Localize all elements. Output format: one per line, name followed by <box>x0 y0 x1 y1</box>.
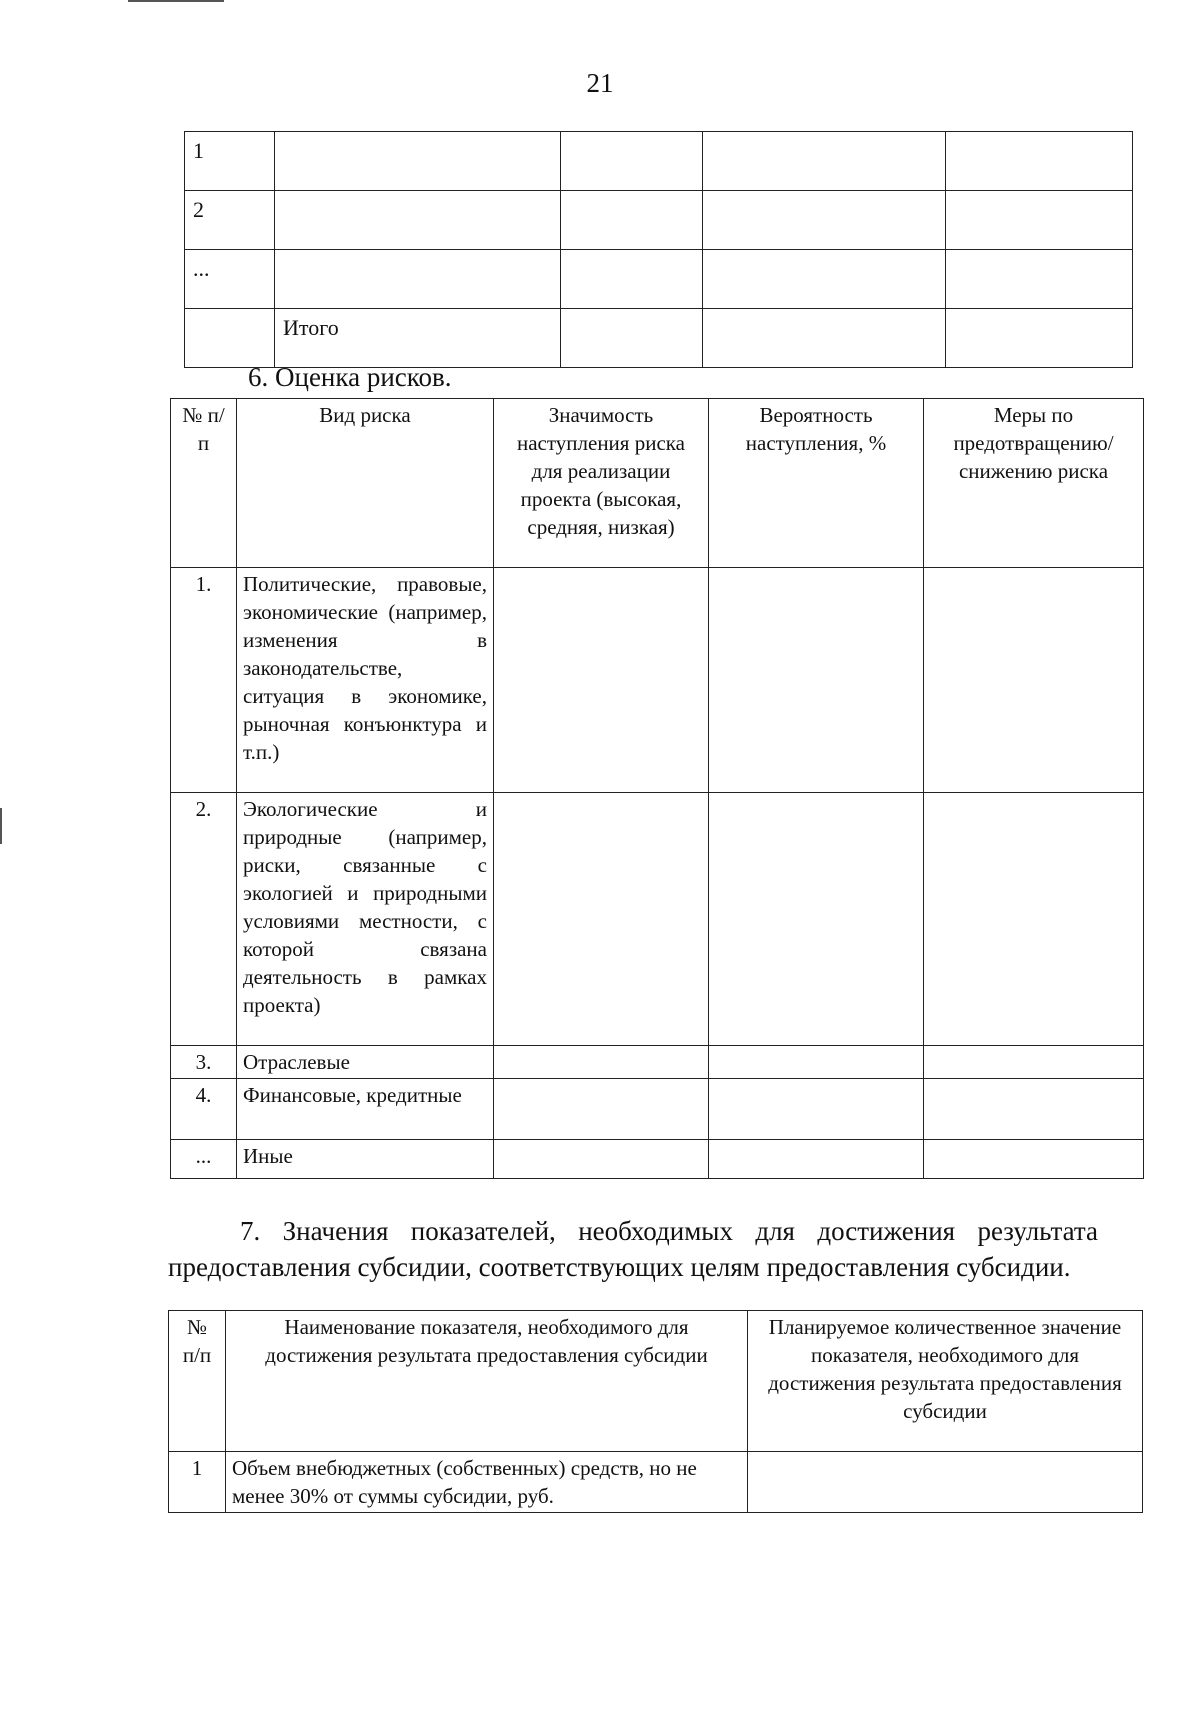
table-row <box>171 1140 1144 1179</box>
cell-num: 1. <box>171 568 237 793</box>
cell <box>709 1140 924 1179</box>
table-row <box>185 191 1133 250</box>
cell <box>924 568 1144 793</box>
cell-name <box>275 132 561 191</box>
table-row <box>171 1046 1144 1079</box>
cell <box>494 1140 709 1179</box>
cell-num: 4. <box>171 1079 237 1140</box>
cell-num: 3. <box>171 1046 237 1079</box>
cell-num: 1 <box>169 1452 226 1513</box>
cell <box>561 250 703 309</box>
header-measures: Меры по предотвращению/ снижению риска <box>924 399 1144 568</box>
cell <box>709 1046 924 1079</box>
cell <box>946 191 1133 250</box>
cell <box>494 793 709 1046</box>
table-row <box>185 250 1133 309</box>
header-name: Наименование показателя, необходимого для достижения результата предоставления субсидии <box>226 1311 748 1452</box>
cell <box>946 250 1133 309</box>
cell <box>924 793 1144 1046</box>
cell <box>561 132 703 191</box>
cell-num: 2. <box>171 793 237 1046</box>
header-planned: Планируемое количественное значение показателя, необходимого для достижения результата предоставления субсидии <box>748 1311 1143 1452</box>
section-7-heading: 7. Значения показателей, необходимых для достижения результата предоставления субсидии, соответствующих целям предоставления субсидии. <box>168 1216 1098 1282</box>
header-significance: Значимость наступления риска для реализации проекта (высокая, средняя, низкая) <box>494 399 709 568</box>
continuation-table <box>184 131 1133 368</box>
cell <box>924 1046 1144 1079</box>
cell-num: 2 <box>185 191 275 250</box>
cell-kind: Иные <box>237 1140 494 1179</box>
cell-name: Объем внебюджетных (собственных) средств, но не менее 30% от суммы субсидии, руб. <box>226 1452 748 1513</box>
table-row <box>169 1452 1143 1513</box>
cell-planned <box>748 1452 1143 1513</box>
page-number: 21 <box>586 68 614 98</box>
cell-name: Итого <box>275 309 561 368</box>
cell <box>709 1079 924 1140</box>
header-probability: Вероятность наступления, % <box>709 399 924 568</box>
table-row-total <box>185 309 1133 368</box>
cell-num: 1 <box>185 132 275 191</box>
cell <box>561 309 703 368</box>
scan-mark-left <box>0 808 2 844</box>
cell <box>924 1140 1144 1179</box>
cell-kind: Экологические и природные (например, риски, связанные с экологией и природными условиями местности, с которой связана деятельность в рамках проекта) <box>237 793 494 1046</box>
header-kind: Вид риска <box>237 399 494 568</box>
table-header-row <box>171 399 1144 568</box>
scan-mark-top <box>128 0 224 2</box>
section-6-heading: 6. Оценка рисков. <box>248 362 452 392</box>
cell <box>924 1079 1144 1140</box>
indicator-table <box>168 1310 1143 1513</box>
header-num: № п/п <box>171 399 237 568</box>
cell <box>946 132 1133 191</box>
header-num: № п/п <box>169 1311 226 1452</box>
cell-name <box>275 250 561 309</box>
table-row <box>171 1079 1144 1140</box>
cell-name <box>275 191 561 250</box>
cell <box>703 191 946 250</box>
table-row <box>171 793 1144 1046</box>
table-row <box>185 132 1133 191</box>
cell-num: ... <box>171 1140 237 1179</box>
cell <box>703 250 946 309</box>
cell-num: ... <box>185 250 275 309</box>
cell <box>703 132 946 191</box>
cell <box>946 309 1133 368</box>
cell-kind: Политические, правовые, экономические (например, изменения в законодательстве, ситуация в экономике, рыночная конъюнктура и т.п.) <box>237 568 494 793</box>
table-header-row <box>169 1311 1143 1452</box>
cell <box>494 568 709 793</box>
cell <box>494 1046 709 1079</box>
risk-table <box>170 398 1144 1179</box>
table-row <box>171 568 1144 793</box>
cell <box>561 191 703 250</box>
cell-num <box>185 309 275 368</box>
cell-kind: Финансовые, кредитные <box>237 1079 494 1140</box>
cell-kind: Отраслевые <box>237 1046 494 1079</box>
cell <box>709 793 924 1046</box>
cell <box>709 568 924 793</box>
cell <box>494 1079 709 1140</box>
cell <box>703 309 946 368</box>
